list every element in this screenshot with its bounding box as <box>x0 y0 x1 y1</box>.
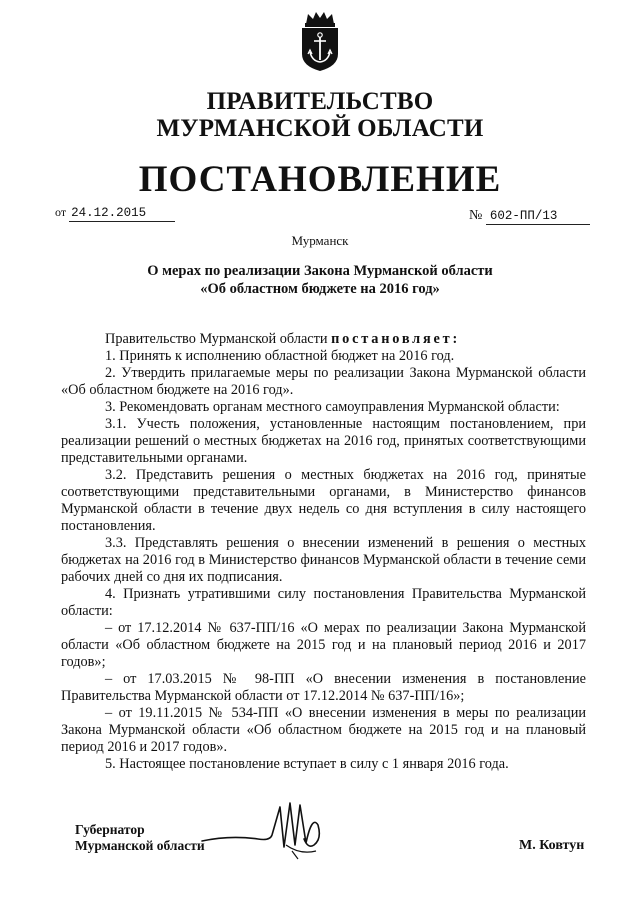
signer-title-line2: Мурманской области <box>75 838 205 853</box>
intro-verb: постановляет: <box>331 331 461 347</box>
coat-of-arms-icon <box>298 10 342 72</box>
number-prefix: № <box>469 208 483 223</box>
paragraph-4-c: – от 19.11.2015 № 534-ПП «О внесении изменения в меры по реализации Закона Мурманской области «Об областном бюджете на 2015 год и на плановый период 2016 и 2017 годов». <box>61 705 586 755</box>
subject-line1: О мерах по реализации Закона Мурманской области <box>147 263 493 279</box>
paragraph-3-3: 3.3. Представлять решения о внесении изменений в решения о местных бюджетах на 2016 год в Министерство финансов Мурманской области в течение семи рабочих дней со дня их подписания. <box>61 535 586 585</box>
date-prefix: от <box>55 205 67 219</box>
intro-paragraph <box>61 331 586 348</box>
paragraph-1: 1. Принять к исполнению областной бюджет на 2016 год. <box>105 348 455 364</box>
paragraph-4-b: – от 17.03.2015 № 98-ПП «О внесении изменения в постановление Правительства Мурманской области от 17.12.2014 № 637-ПП/16»; <box>61 671 586 704</box>
number-row <box>469 208 590 225</box>
signer-name: М. Ковтун <box>519 838 585 853</box>
paragraph-4: 4. Признать утратившими силу постановления Правительства Мурманской области: <box>61 586 586 619</box>
document-body <box>61 331 586 773</box>
subject-line2: «Об областном бюджете на 2016 год» <box>200 281 440 297</box>
paragraph-3-1: 3.1. Учесть положения, установленные настоящим постановлением, при реализации решений о местных бюджетах на 2016 год, принятых соответствующими представительными органами. <box>61 416 586 466</box>
organization-name-line2: МУРМАНСКОЙ ОБЛАСТИ <box>156 115 484 142</box>
document-number: 602-ПП/13 <box>486 209 590 225</box>
paragraph-2: 2. Утвердить прилагаемые меры по реализации Закона Мурманской области «Об областном бюджете на 2016 год». <box>61 365 586 398</box>
intro-lead: Правительство Мурманской области <box>105 331 332 347</box>
document-type-title: ПОСТАНОВЛЕНИЕ <box>138 159 502 200</box>
city-name: Мурманск <box>291 233 349 248</box>
signer-title-line1: Губернатор <box>75 822 145 837</box>
handwritten-signature-icon <box>200 795 355 865</box>
paragraph-4-a: – от 17.12.2014 № 637-ПП/16 «О мерах по реализации Закона Мурманской области «Об областном бюджете на 2015 год и на плановый период 2016 и 2017 годов»; <box>61 620 586 670</box>
organization-name-line1: ПРАВИТЕЛЬСТВО <box>206 88 434 115</box>
paragraph-3: 3. Рекомендовать органам местного самоуправления Мурманской области: <box>105 399 560 415</box>
date-row <box>55 205 175 222</box>
paragraph-5: 5. Настоящее постановление вступает в силу с 1 января 2016 года. <box>105 756 509 772</box>
paragraph-3-2: 3.2. Представить решения о местных бюджетах на 2016 год, принятые соответствующими представительными органами, в Министерство финансов Мурманской области в течение двух недель со дня вступления в силу настоящего постановления. <box>61 467 586 534</box>
document-date: 24.12.2015 <box>69 206 175 222</box>
